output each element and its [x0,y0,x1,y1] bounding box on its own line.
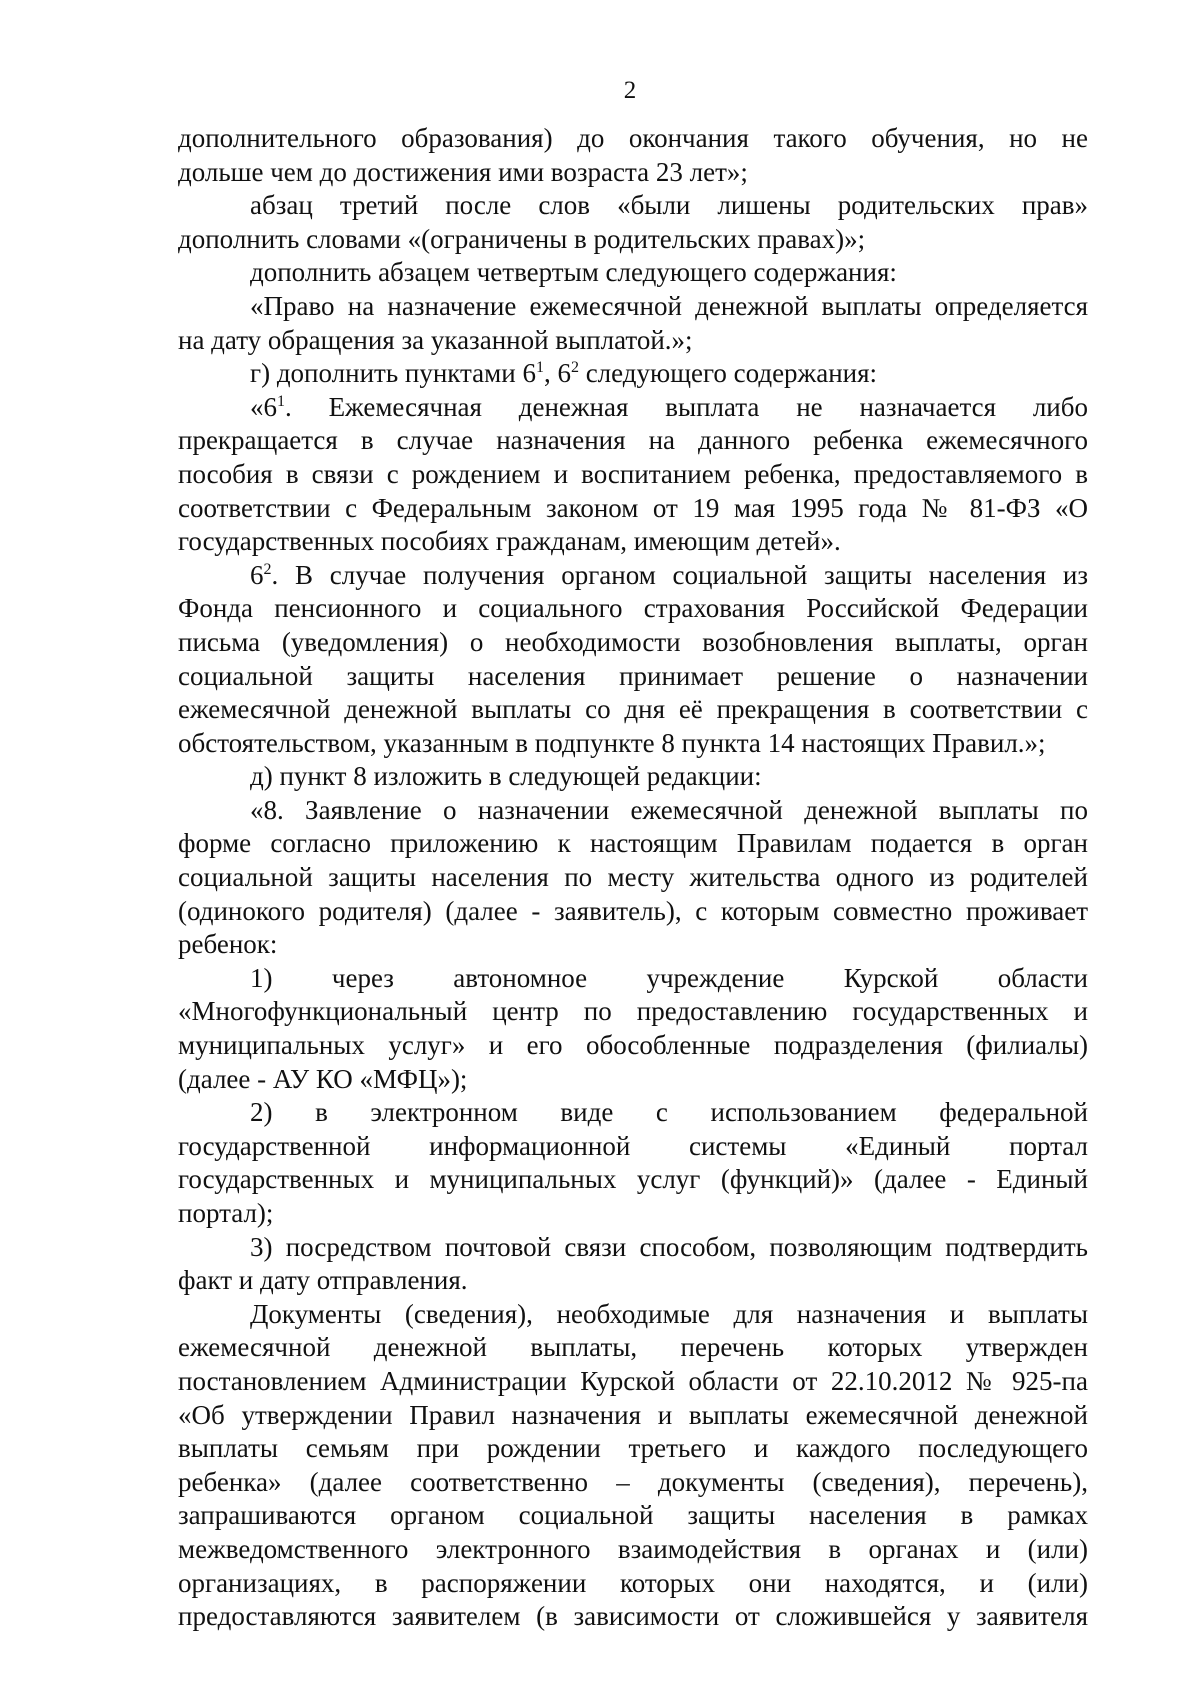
document-body [178,122,1088,1634]
text-line: предоставляются заявителем (в зависимости от сложившейся у заявителя [178,1601,1088,1632]
text-line: дольше чем до достижения ими возраста 23 лет»; [178,156,748,187]
text-line [178,357,1088,391]
paragraph-continuation [178,122,1088,189]
text-line: пособия в связи с рождением и воспитанием ребенка, предоставляемого в [178,458,1088,489]
text-line: дополнительного образования) до окончания такого обучения, но не [178,123,1088,153]
text-fragment: «6 [250,391,277,422]
text-line: абзац третий после слов «были лишены родительских прав» [250,190,1088,221]
text-line: муниципальных услуг» и его обособленные подразделения (филиалы) [178,1030,1088,1061]
paragraph-item-g [178,357,1088,391]
text-fragment: следующего содержания: [578,358,878,389]
text-line: форме согласно приложению к настоящим Правилам подается в орган [178,828,1088,859]
text-line: прекращается в случае назначения на данного ребенка ежемесячного [178,425,1088,456]
text-line: ежемесячной денежной выплаты со дня её прекращения в соответствии с [178,694,1088,725]
paragraph-abzac-tretiy [178,189,1088,256]
text-line: 3) посредством почтовой связи способом, позволяющим подтвердить [250,1231,1088,1262]
text-fragment: . Ежемесячная денежная выплата не назначается либо [285,391,1088,422]
text-line: дополнить абзацем четвертым следующего содержания: [250,257,897,288]
paragraph-abzac-chetvertyi [178,256,1088,290]
text-line [178,559,1088,593]
text-line: «Право на назначение ежемесячной денежной выплаты определяется [250,290,1088,321]
paragraph-point-6-1 [178,391,1088,559]
page-number: 2 [623,77,637,104]
paragraph-documents [178,1298,1088,1634]
text-line: факт и дату отправления. [178,1265,468,1296]
paragraph-subitem-2 [178,1096,1088,1230]
text-line: письма (уведомления) о необходимости возобновления выплаты, орган [178,626,1088,657]
text-line: ребенок: [178,929,278,960]
text-fragment: г) дополнить пунктами 6 [250,358,536,389]
text-line: обстоятельством, указанным в подпункте 8 пункта 14 настоящих Правил.»; [178,727,1046,758]
superscript: 1 [277,392,285,410]
text-line: на дату обращения за указанной выплатой.»; [178,324,693,355]
text-line: (одинокого родителя) (далее - заявитель), с которым совместно проживает [178,895,1088,926]
paragraph-pravo [178,290,1088,357]
superscript: 1 [535,359,544,377]
text-line: соответствии с Федеральным законом от 19 мая 1995 года № 81-ФЗ «О [178,492,1088,523]
text-line: Документы (сведения), необходимые для назначения и выплаты [250,1298,1088,1329]
text-line: организациях, в распоряжении которых они находятся, и (или) [178,1567,1088,1598]
text-fragment: . В случае получения органом социальной защиты населения из [271,559,1088,590]
text-line: (далее - АУ КО «МФЦ»); [178,1063,468,1094]
text-line: портал); [178,1198,274,1228]
text-line: государственных и муниципальных услуг (функций)» (далее - Единый [178,1164,1088,1195]
text-fragment: 6 [250,559,264,590]
text-line: ребенка» (далее соответственно – документы (сведения), перечень), [178,1466,1088,1497]
text-line: д) пункт 8 изложить в следующей редакции: [250,761,762,792]
paragraph-point-8 [178,794,1088,962]
text-line: Фонда пенсионного и социального страхования Российской Федерации [178,593,1088,624]
text-line: государственной информационной системы «Единый портал [178,1130,1088,1161]
text-line: межведомственного электронного взаимодействия в органах и (или) [178,1533,1088,1564]
text-line: 2) в электронном виде с использованием федеральной [250,1097,1088,1128]
text-line: «Об утверждении Правил назначения и выплаты ежемесячной денежной [178,1399,1088,1430]
text-line: государственных пособиях гражданам, имеющим детей». [178,526,841,557]
text-line [178,391,1088,425]
text-line: «8. Заявление о назначении ежемесячной денежной выплаты по [250,794,1088,825]
text-line: социальной защиты населения принимает решение о назначении [178,660,1088,691]
superscript: 2 [570,359,579,377]
text-line: «Многофункциональный центр по предоставлению государственных и [178,996,1088,1027]
paragraph-subitem-3 [178,1231,1088,1298]
paragraph-item-d [178,760,1088,794]
text-line: выплаты семьям при рождении третьего и каждого последующего [178,1433,1088,1464]
text-line: запрашиваются органом социальной защиты населения в рамках [178,1500,1088,1531]
text-line: социальной защиты населения по месту жительства одного из родителей [178,862,1088,893]
text-line: 1) через автономное учреждение Курской области [250,962,1088,993]
paragraph-subitem-1 [178,962,1088,1096]
paragraph-point-6-2 [178,559,1088,761]
text-line: постановлением Администрации Курской области от 22.10.2012 № 925-па [178,1365,1088,1396]
text-fragment: , 6 [543,358,571,389]
superscript: 2 [263,560,272,578]
text-line: ежемесячной денежной выплаты, перечень которых утвержден [178,1332,1088,1363]
text-line: дополнить словами «(ограничены в родительских правах)»; [178,223,866,254]
